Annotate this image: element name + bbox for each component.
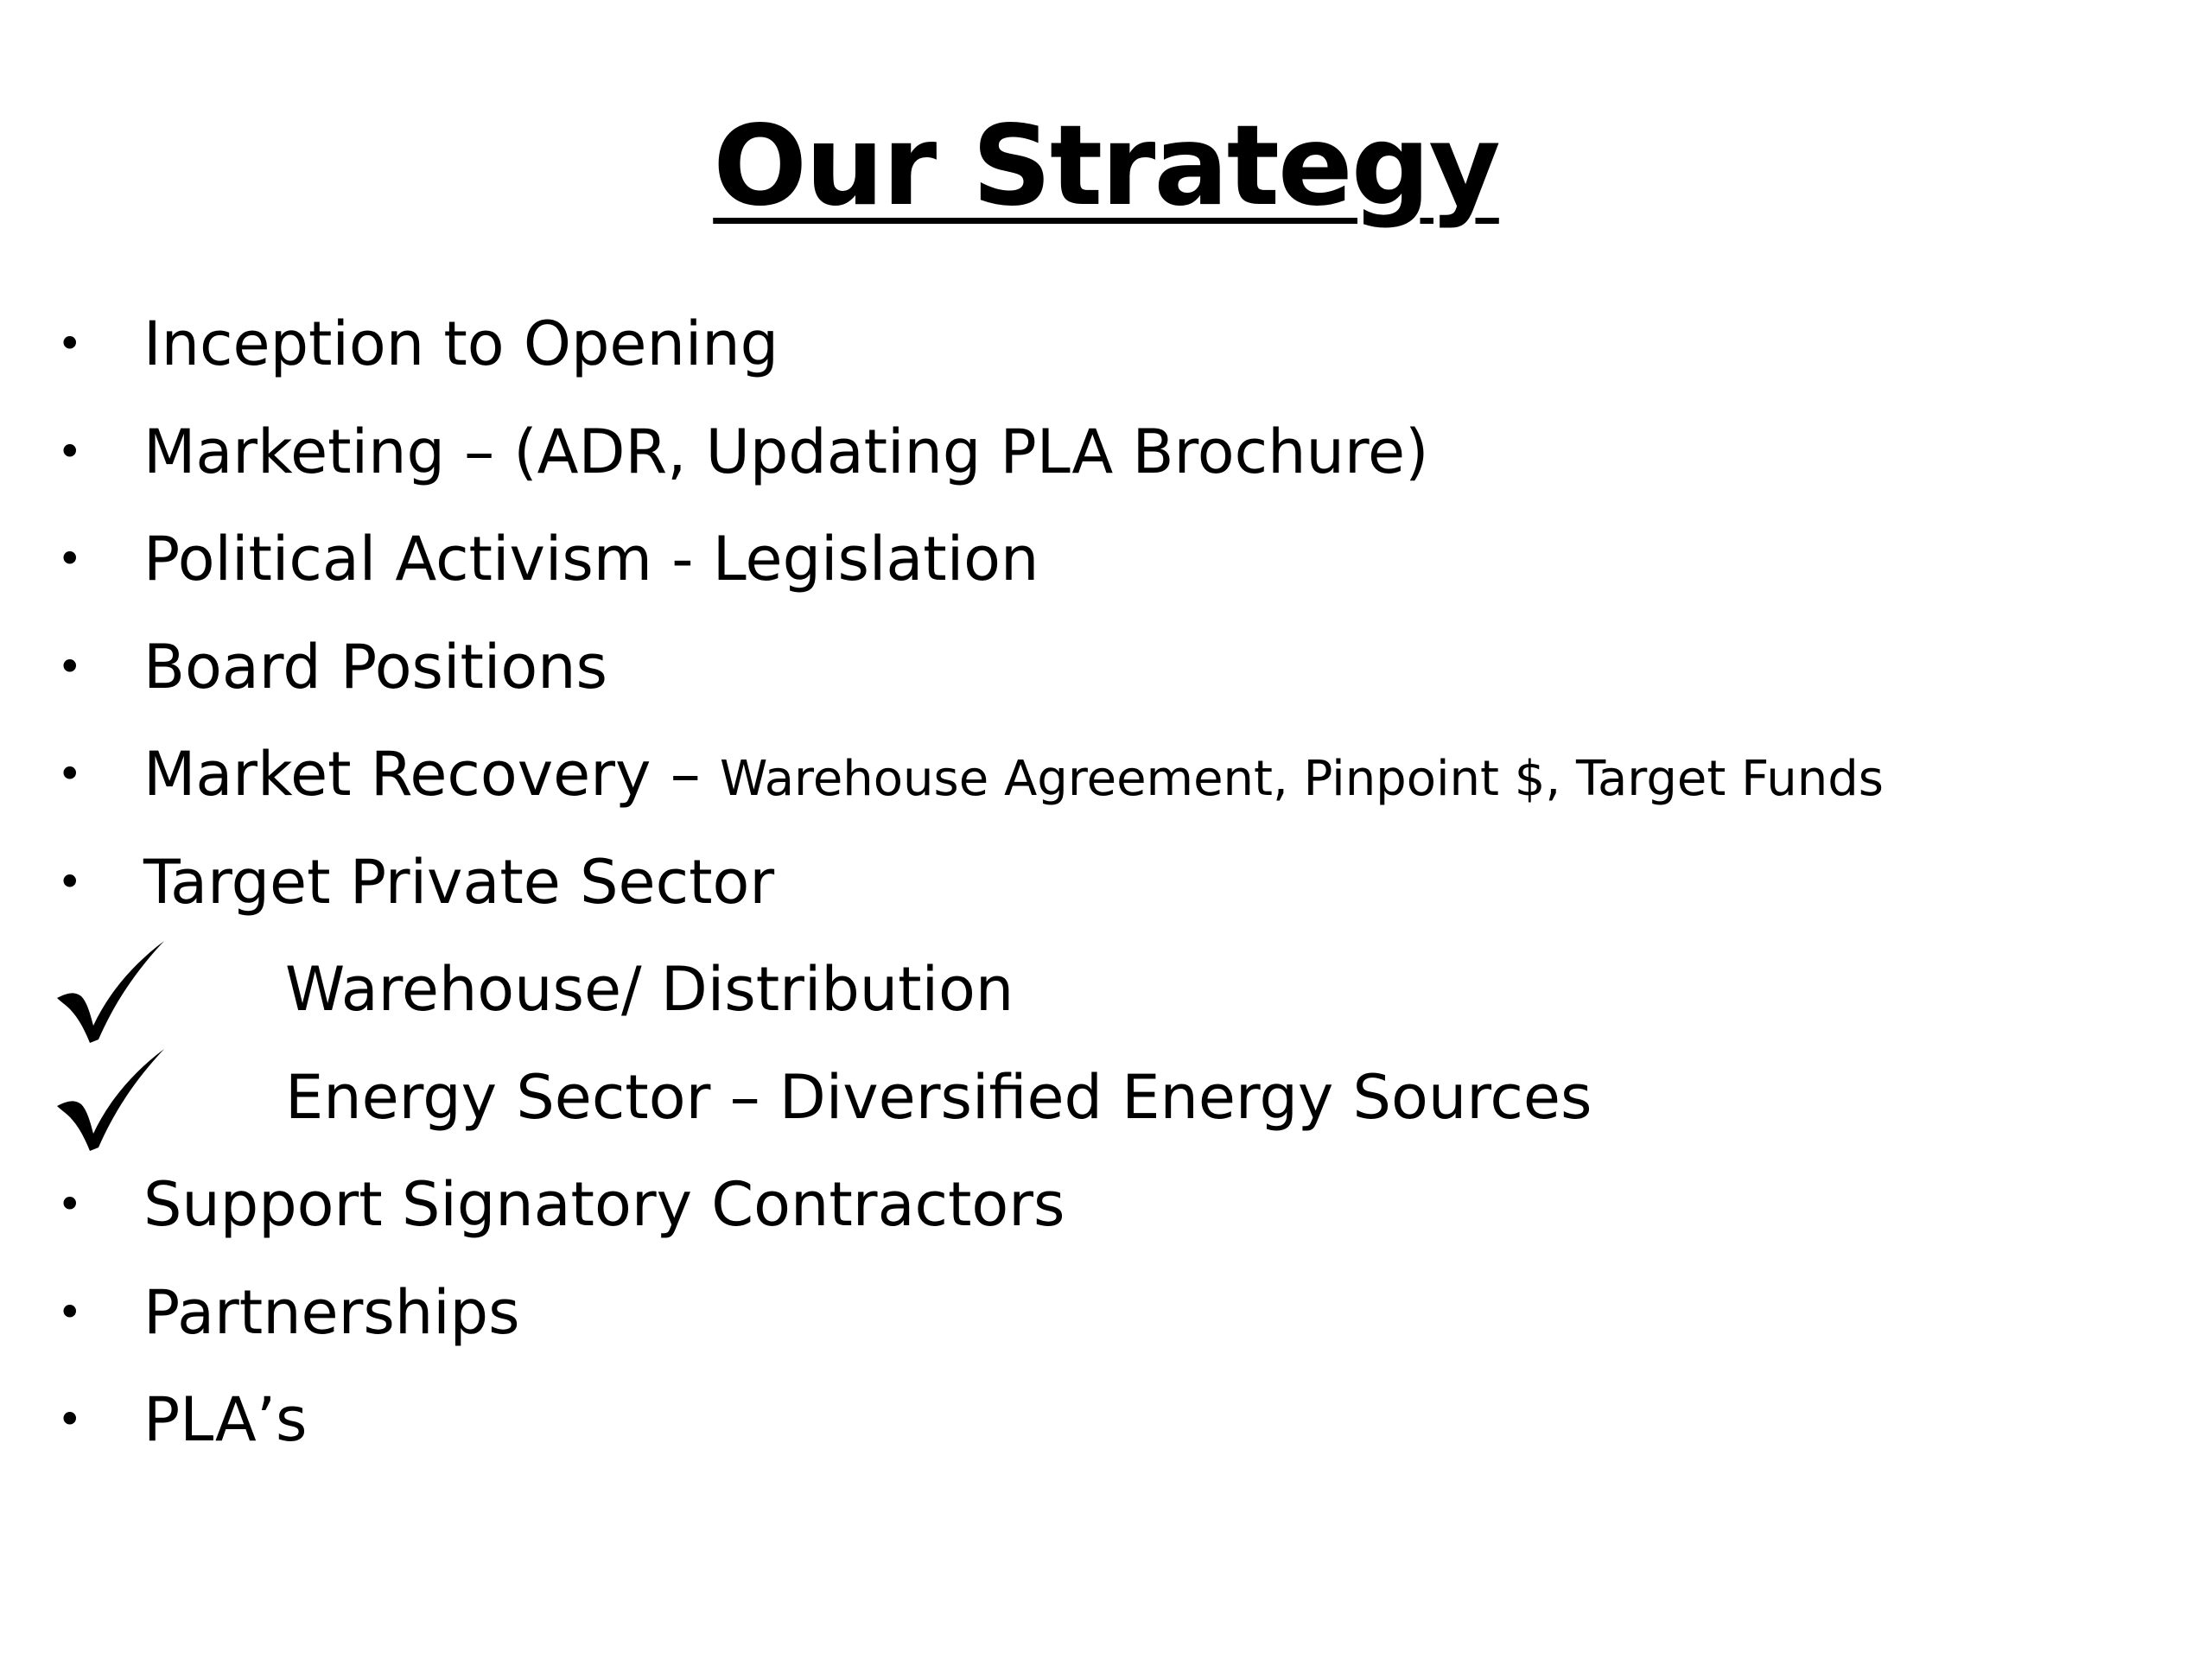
list-item: [0, 613, 2212, 721]
list-item: [0, 398, 2212, 506]
list-item-text: [143, 721, 1884, 834]
bullet-icon: •: [57, 534, 83, 584]
bullet-list: [0, 290, 2212, 1474]
list-item-text: Target Private Sector: [143, 846, 775, 918]
bullet-icon: •: [57, 1287, 83, 1338]
slide-title: Our Strategy: [713, 102, 1499, 231]
list-item-detail-text: Warehouse Agreement, Pinpoint $, Target Funds: [719, 751, 1884, 807]
check-mark-icon: [55, 1044, 168, 1151]
list-item-main-text: Market Recovery –: [143, 739, 720, 810]
list-item: [0, 829, 2212, 937]
bullet-icon: •: [57, 1395, 83, 1445]
list-item-text: Energy Sector – Diversified Energy Sources: [285, 1061, 1592, 1133]
list-item-text: Partnerships: [143, 1276, 520, 1348]
list-item: [0, 1151, 2212, 1259]
list-item: [0, 721, 2212, 829]
list-item-text: Warehouse/ Distribution: [285, 954, 1014, 1025]
list-item: [0, 505, 2212, 613]
checked-list-item: [0, 936, 2212, 1044]
bullet-icon: •: [57, 1179, 83, 1230]
list-item: [0, 1259, 2212, 1367]
list-item-text: Marketing – (ADR, Updating PLA Brochure): [143, 416, 1429, 487]
bullet-icon: •: [57, 856, 83, 907]
list-item-text: PLA’s: [143, 1384, 308, 1455]
list-item-text: Political Activism - Legislation: [143, 524, 1039, 594]
check-mark-icon: [55, 936, 168, 1043]
list-item: [0, 290, 2212, 398]
list-item-text: Support Signatory Contractors: [143, 1169, 1065, 1240]
bullet-icon: •: [57, 319, 83, 369]
bullet-icon: •: [57, 749, 83, 799]
checked-list-item: [0, 1044, 2212, 1152]
list-item-text: Board Positions: [143, 631, 607, 702]
bullet-icon: •: [57, 426, 83, 477]
list-item-text: Inception to Opening: [143, 308, 779, 379]
bullet-icon: •: [57, 641, 83, 692]
list-item: [0, 1366, 2212, 1474]
